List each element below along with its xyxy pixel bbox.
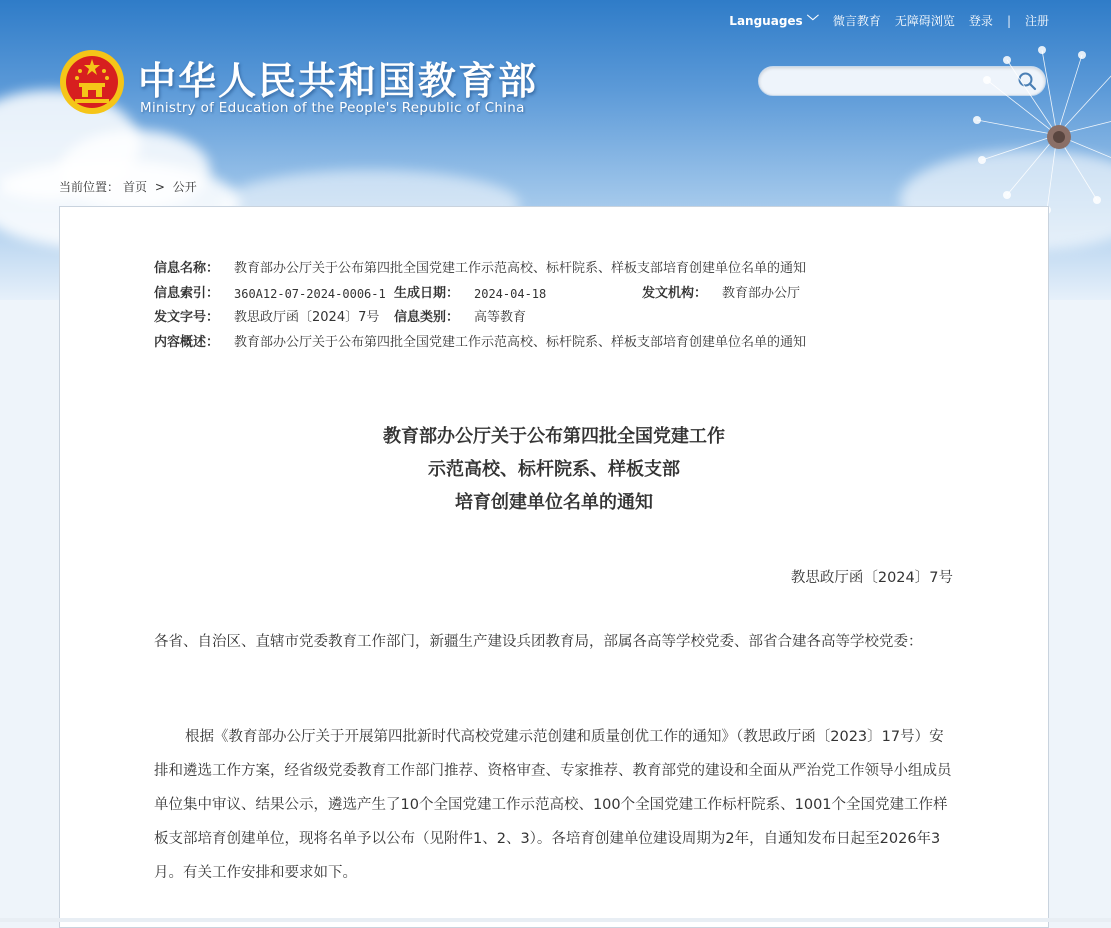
meta-org-label: 发文机构： — [642, 285, 708, 301]
meta-summary-value: 教育部办公厅关于公布第四批全国党建工作示范高校、标杆院系、样板支部培育创建单位名单的通知 — [234, 334, 807, 350]
document-title-line-3: 培育创建单位名单的通知 — [455, 492, 653, 513]
content-panel — [59, 206, 1049, 928]
document-addressee: 各省、自治区、直辖市党委教育工作部门，新疆生产建设兵团教育局，部属各高等学校党委、部省合建各高等学校党委： — [154, 634, 923, 650]
login-link[interactable]: 登录 — [968, 14, 993, 28]
breadcrumb-label: 当前位置： — [59, 180, 120, 194]
meta-org-value: 教育部办公厅 — [722, 285, 801, 301]
languages-menu[interactable] — [729, 12, 819, 29]
national-emblem-icon[interactable] — [59, 49, 125, 115]
meta-docno-value: 教思政厅函〔2024〕7号 — [234, 310, 380, 325]
breadcrumb-home-link[interactable]: 首页 — [123, 180, 148, 194]
accessibility-link[interactable]: 无障碍浏览 — [894, 14, 955, 28]
document-paragraph-1: 根据《教育部办公厅关于开展第四批新时代高校党建示范创建和质量创优工作的通知》（教思政厅函〔2023〕17号）安排和遴选工作方案，经省级党委教育工作部门推荐、资格审查、专家推荐、教育部党的建设和全面从严治党工作领导小组成员单位集中审议、结果公示，遴选产生了10个全国党建工作示范高校、100个全国党建工作标杆院系、1001个全国党建工作样板支部培育创建单位，现将名单予以公布（见附件1、2、3）。各培育创建单位建设周期为2年，自通知发布日起至2026年3月。有关工作安排和要求如下。 — [154, 729, 952, 881]
meta-index-value: 360A12-07-2024-0006-1 — [234, 286, 386, 301]
register-link[interactable]: 注册 — [1024, 14, 1049, 28]
meta-name-label: 信息名称： — [154, 261, 220, 276]
meta-category-label: 信息类别： — [394, 310, 460, 325]
document-title-line-2: 示范高校、标杆院系、样板支部 — [428, 459, 680, 480]
meta-date-label: 生成日期： — [394, 285, 460, 301]
document-title — [60, 420, 1048, 519]
top-links-bar — [729, 12, 1049, 29]
document-number: 教思政厅函〔2024〕7号 — [790, 570, 953, 586]
chevron-down-icon: ﹀ — [806, 14, 819, 28]
bottom-divider — [0, 918, 1111, 922]
meta-summary-label: 内容概述： — [154, 334, 220, 350]
meta-category-value: 高等教育 — [474, 310, 527, 325]
meta-name-value: 教育部办公厅关于公布第四批全国党建工作示范高校、标杆院系、样板支部培育创建单位名单的通知 — [234, 261, 807, 276]
meta-docno-label: 发文字号： — [154, 310, 220, 325]
breadcrumb-separator: > — [154, 180, 165, 194]
breadcrumb-current-link[interactable]: 公开 — [172, 180, 197, 194]
weiyan-link[interactable]: 微言教育 — [832, 14, 881, 28]
breadcrumb — [59, 178, 201, 195]
site-subtitle: Ministry of Education of the People's Republic of China — [140, 100, 525, 116]
link-separator: | — [1006, 13, 1011, 28]
languages-label: Languages — [729, 14, 803, 28]
site-title[interactable]: 中华人民共和国教育部 — [138, 59, 539, 103]
document-title-line-1: 教育部办公厅关于公布第四批全国党建工作 — [383, 426, 725, 447]
meta-index-label: 信息索引： — [154, 285, 220, 301]
meta-date-value: 2024-04-18 — [474, 286, 547, 301]
